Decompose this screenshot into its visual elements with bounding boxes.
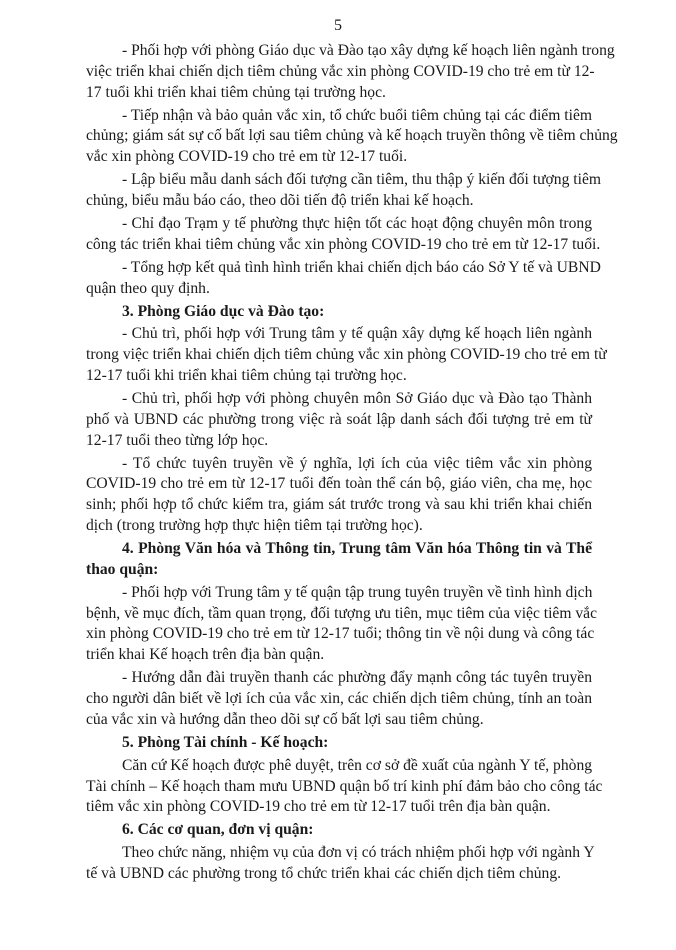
text-line: 12-17 tuổi khi triển khai tiêm chủng tại trường học. [86, 367, 407, 385]
paragraph [86, 258, 601, 300]
text-line: việc triển khai chiến dịch tiêm chủng vắc xin phòng COVID-19 cho trẻ em từ 12- [86, 62, 595, 80]
paragraph [86, 454, 592, 537]
paragraph [86, 214, 601, 256]
paragraph [86, 106, 618, 168]
text-line: 4. Phòng Văn hóa và Thông tin, Trung tâm Văn hóa Thông tin và Thể [122, 540, 592, 558]
section-heading [86, 302, 592, 323]
text-line: cho người dân biết về lợi ích của vắc xin, các chiến dịch tiêm chủng, tính an toàn [86, 689, 593, 707]
text-line: chủng; giám sát sự cố bất lợi sau tiêm chủng và kế hoạch truyền thông về tiêm chủng [86, 127, 618, 145]
text-line: tiêm vắc xin phòng COVID-19 cho trẻ em từ 12-17 tuổi trên địa bàn quận. [86, 798, 551, 816]
text-line: quận theo quy định. [86, 279, 210, 297]
text-line: triển khai Kế hoạch trên địa bàn quận. [86, 646, 325, 664]
paragraph [86, 756, 603, 818]
text-line: - Chủ trì, phối hợp với phòng chuyên môn Sở Giáo dục và Đào tạo Thành [122, 390, 592, 408]
paragraph [86, 668, 592, 730]
text-line: vắc xin phòng COVID-19 cho trẻ em từ 12-17 tuổi. [86, 148, 408, 166]
section-heading [86, 820, 592, 841]
text-line: trong việc triển khai chiến dịch tiêm chủng vắc xin phòng COVID-19 cho trẻ em từ [86, 346, 607, 364]
text-line: 12-17 tuổi theo từng lớp học. [86, 431, 269, 449]
text-line: - Chủ trì, phối hợp với Trung tâm y tế quận xây dựng kế hoạch liên ngành [122, 325, 592, 343]
text-line: - Lập biểu mẫu danh sách đối tượng cần tiêm, thu thập ý kiến đối tượng tiêm [122, 171, 602, 189]
text-line: phố và UBND các phường trong việc rà soát lập danh sách đối tượng trẻ em từ [86, 410, 592, 428]
text-line: - Tổng hợp kết quả tình hình triển khai chiến dịch báo cáo Sở Y tế và UBND [122, 258, 601, 276]
text-line: 6. Các cơ quan, đơn vị quận: [122, 821, 314, 839]
document-body [86, 41, 618, 887]
text-line: công tác triển khai tiêm chủng vắc xin phòng COVID-19 cho trẻ em từ 12-17 tuổi. [86, 235, 601, 253]
text-line: - Phối hợp với Trung tâm y tế quận tập trung tuyên truyền về tình hình dịch [122, 583, 593, 601]
text-line: của vắc xin và hướng dẫn theo dõi sự cố bất lợi sau tiêm chủng. [86, 710, 484, 728]
section-heading [86, 539, 592, 581]
text-line: - Hướng dẫn đài truyền thanh các phường đẩy mạnh công tác tuyên truyền [122, 669, 592, 687]
paragraph [86, 583, 598, 666]
paragraph [86, 843, 595, 885]
text-line: - Tiếp nhận và bảo quản vắc xin, tổ chức buổi tiêm chủng tại các điểm tiêm [122, 106, 592, 124]
text-line: xin phòng COVID-19 cho trẻ em từ 12-17 tuổi; thông tin về nội dung và công tác [86, 625, 595, 643]
page-number: 5 [334, 17, 342, 34]
text-line: Tài chính – Kế hoạch tham mưu UBND quận bố trí kinh phí đảm bảo cho công tác [86, 777, 603, 795]
text-line: 3. Phòng Giáo dục và Đào tạo: [122, 302, 325, 320]
text-line: 5. Phòng Tài chính - Kế hoạch: [122, 733, 329, 751]
paragraph [86, 170, 602, 212]
text-line: Theo chức năng, nhiệm vụ của đơn vị có trách nhiệm phối hợp với ngành Y [122, 844, 595, 862]
text-line: bệnh, về mục đích, tầm quan trọng, đối tượng ưu tiên, mục tiêm của việc tiêm vắc [86, 604, 598, 622]
text-line: dịch (trong trường hợp thực hiện tiêm tại trường học). [86, 517, 423, 535]
text-line: sinh; phối hợp tổ chức kiểm tra, giám sát trước trong và sau khi triển khai chiến [86, 496, 592, 514]
paragraph [86, 324, 607, 386]
text-line: thao quận: [86, 560, 159, 578]
paragraph [86, 41, 615, 103]
text-line: - Phối hợp với phòng Giáo dục và Đào tạo xây dựng kế hoạch liên ngành trong [122, 42, 615, 59]
section-heading [86, 733, 592, 754]
text-line: COVID-19 cho trẻ em từ 12-17 tuổi đến toàn thể cán bộ, giáo viên, cha mẹ, học [86, 475, 592, 493]
text-line: Căn cứ Kế hoạch được phê duyệt, trên cơ sở đề xuất của ngành Y tế, phòng [122, 756, 593, 774]
text-line: tế và UBND các phường trong tổ chức triển khai các chiến dịch tiêm chủng. [86, 865, 562, 883]
paragraph [86, 389, 592, 451]
text-line: - Tổ chức tuyên truyền về ý nghĩa, lợi ích của việc tiêm vắc xin phòng [122, 454, 592, 472]
text-line: - Chỉ đạo Trạm y tế phường thực hiện tốt các hoạt động chuyên môn trong [122, 214, 592, 232]
text-line: 17 tuổi khi triển khai tiêm chủng tại trường học. [86, 83, 386, 101]
text-line: chủng, biểu mẫu báo cáo, theo dõi tiến độ triển khai kế hoạch. [86, 191, 474, 209]
